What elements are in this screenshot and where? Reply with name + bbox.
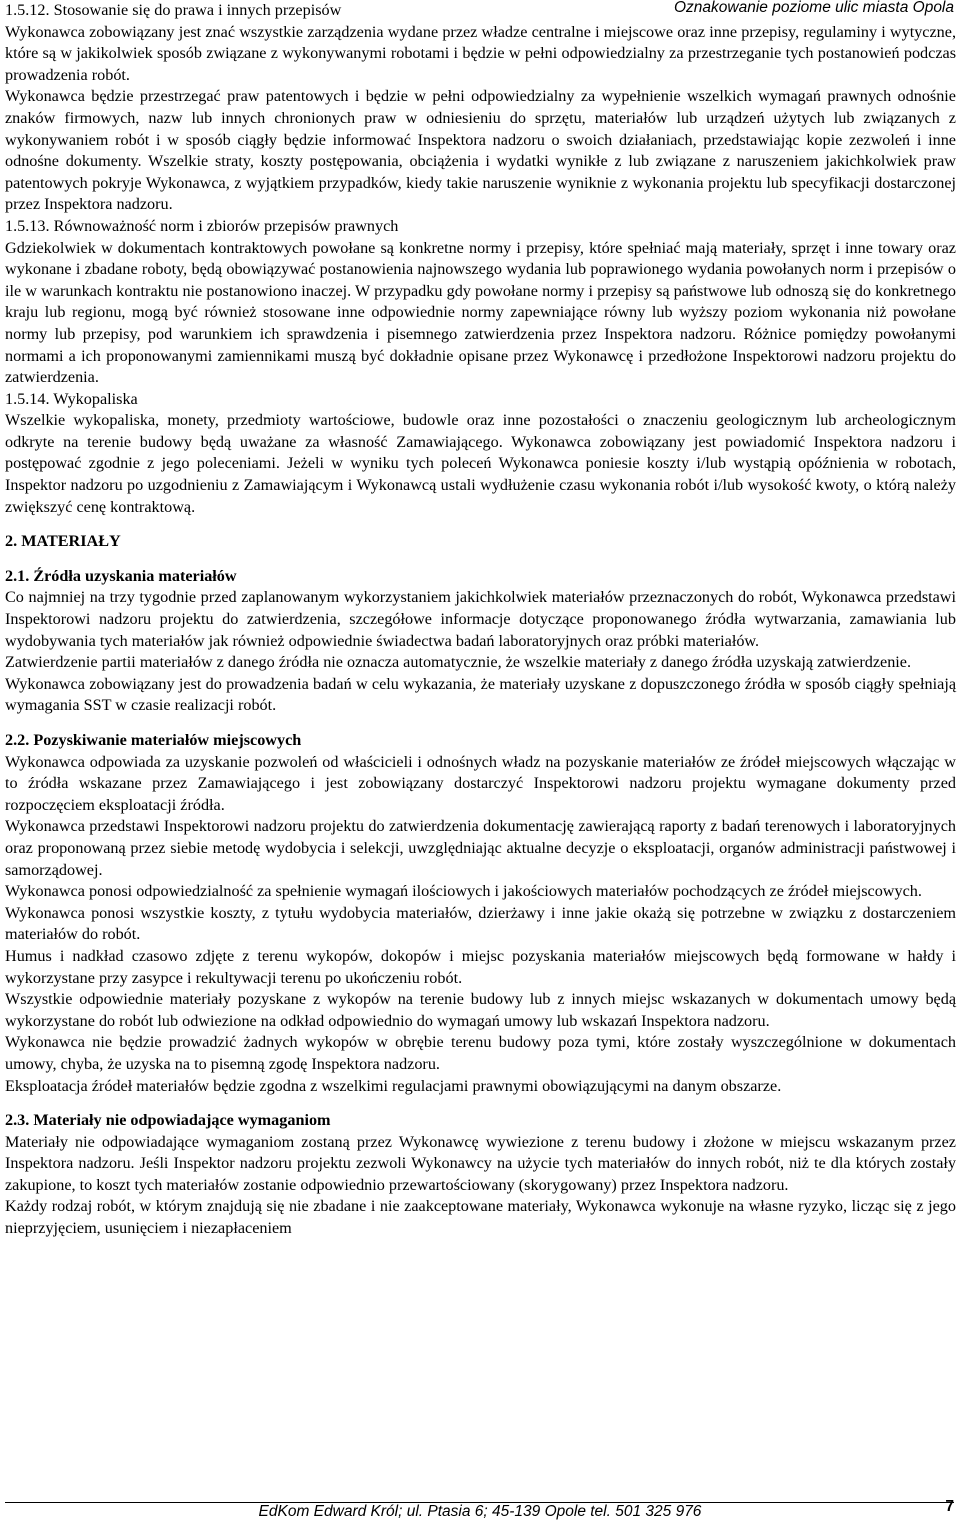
- section-number: 1.5.13.: [5, 216, 50, 235]
- section-title: Stosowanie się do prawa i innych przepisów: [53, 1, 342, 19]
- paragraph: Zatwierdzenie partii materiałów z danego źródła nie oznacza automatycznie, że wszelkie materiały z danego źródła uzyskają zatwierdzenie.: [5, 653, 912, 672]
- paragraph: Wykonawca odpowiada za uzyskanie pozwoleń od właścicieli i odnośnych władz na pozyskanie materiałów ze źródeł miejscowych włączając w to źródła wskazane przez Zamawiającego i jest zobowiązany dostarczyć Inspektorowi nadzoru projektu wymagane dokumenty przed rozpoczęciem eksploatacji źródła.: [5, 752, 956, 814]
- paragraph: Wszelkie wykopaliska, monety, przedmioty wartościowe, budowle oraz inne pozostałości o znaczeniu geologicznym lub archeologicznym odkryte na terenie budowy będą uważane za własność Zamawiającego. Wykonawca zobowiązany jest powiadomić Inspektora nadzoru i postępować zgodnie z jego poleceniami. Jeżeli w wyniku tych poleceń Wykonawca poniesie koszty i/lub wystąpią opóźnienia w robotach, Inspektor nadzoru po uzgodnieniu z Zamawiającym i Wykonawcą ustali wydłużenie czasu wykonania robót i/lub wysokość kwoty, o którą należy zwiększyć cenę kontraktową.: [5, 411, 956, 516]
- paragraph: Eksploatacja źródeł materiałów będzie zgodna z wszelkimi regulacjami prawnymi obowiązującymi na danym obszarze.: [5, 1076, 782, 1095]
- paragraph: Wykonawca nie będzie prowadzić żadnych wykopów w obrębie terenu budowy poza tymi, które zostały wyszczególnione w dokumentach umowy, chyba, że uzyska na to pisemną zgodę Inspektora nadzoru.: [5, 1033, 956, 1073]
- paragraph: Wykonawca ponosi odpowiedzialność za spełnienie wymagań ilościowych i jakościowych materiałów pochodzących ze źródeł miejscowych.: [5, 882, 922, 901]
- paragraph: Materiały nie odpowiadające wymaganiom zostaną przez Wykonawcę wywiezione z terenu budowy i złożone w miejscu wskazanym przez Inspektora nadzoru. Jeśli Inspektor nadzoru projektu zezwoli Wykonawcy na użycie tych materiałów do innych robót, niż te dla których zostały zakupione, to koszt tych materiałów zostanie odpowiednio przewartościowany (skorygowany) przez Inspektora nadzoru.: [5, 1132, 956, 1194]
- chapter-heading: 2. MATERIAŁY: [5, 532, 121, 551]
- paragraph: Co najmniej na trzy tygodnie przed zaplanowanym wykorzystaniem jakichkolwiek materiałów przeznaczonych do robót, Wykonawca przedstawi Inspektorowi nadzoru projektu do zatwierdzenia, szczegółowe informacje dotyczące proponowanego źródła wytwarzania, zamawiania lub wydobywania tych materiałów jak również odpowiednie świadectwa badań laboratoryjnych oraz próbki materiałów.: [5, 588, 956, 650]
- running-header: Oznakowanie poziome ulic miasta Opola: [674, 0, 954, 16]
- subsection-heading: 2.2. Pozyskiwanie materiałów miejscowych: [5, 731, 302, 749]
- spacer: [5, 717, 956, 730]
- paragraph: Wykonawca zobowiązany jest znać wszystkie zarządzenia wydane przez władze centralne i miejscowe oraz inne przepisy, regulaminy i wytyczne, które są w jakikolwiek sposób związane z wykonywanymi robotami i będzie w pełni odpowiedzialny za przestrzeganie tych postanowień podczas prowadzenia robót.: [5, 22, 956, 84]
- spacer: [5, 553, 956, 566]
- paragraph: Każdy rodzaj robót, w którym znajdują się nie zbadane i nie zaakceptowane materiały, Wykonawca wykonuje na własne ryzyko, licząc się z jego nieprzyjęciem, usunięciem i niezapłaceniem: [5, 1197, 956, 1238]
- paragraph: Wykonawca zobowiązany jest do prowadzenia badań w celu wykazania, że materiały uzyskane z dopuszczonego źródła w sposób ciągły spełniają wymagania SST w czasie realizacji robót.: [5, 674, 956, 715]
- paragraph: Wykonawca będzie przestrzegać praw patentowych i będzie w pełni odpowiedzialny za wypełnienie wszelkich wymagań prawnych odnośnie znaków firmowych, nazw lub innych chronionych praw w odniesieniu do sprzętu, materiałów lub urządzeń użytych lub związanych z wykonywaniem robót i w sposób ciągły będzie informować Inspektora nadzoru o swoich działaniach, przedstawiając kopie zezwoleń i inne odnośne dokumenty. Wszelkie straty, koszty postępowania, obciążenia i wydatki wynikłe z lub związane z naruszeniem jakichkolwiek praw patentowych pokryje Wykonawca, z wyjątkiem przypadków, kiedy takie naruszenie wyniknie z wykonania projektu lub specyfikacji dostarczonej przez Inspektora nadzoru.: [5, 87, 956, 214]
- section-number: 1.5.14.: [5, 389, 50, 408]
- section-number: 1.5.12.: [5, 1, 50, 19]
- section-title: Równoważność norm i zbiorów przepisów prawnych: [53, 216, 399, 235]
- paragraph: Wszystkie odpowiednie materiały pozyskane z wykopów na terenie budowy lub z innych miejsc wskazanych w dokumentach umowy będą wykorzystane do robót lub odwiezione na odkład odpowiednio do wymagań umowy lub wskazań Inspektora nadzoru.: [5, 990, 956, 1030]
- paragraph: Wykonawca ponosi wszystkie koszty, z tytułu wydobycia materiałów, dzierżawy i inne jakie okażą się potrzebne w związku z dostarczeniem materiałów do robót.: [5, 903, 956, 944]
- paragraph: Wykonawca przedstawi Inspektorowi nadzoru projektu do zatwierdzenia dokumentację zawierającą raporty z badań terenowych i laboratoryjnych oraz proponowaną przez siebie metodę wydobycia i selekcji, uwzględniając aktualne decyzje o eksploatacji, organów administracji państwowej i samorządowej.: [5, 817, 956, 879]
- section-heading-1-5-13: [5, 216, 956, 238]
- document-body: [5, 0, 956, 1240]
- footer-text: EdKom Edward Król; ul. Ptasia 6; 45-139 Opole tel. 501 325 976: [258, 1503, 702, 1520]
- section-heading-1-5-12: [5, 0, 956, 22]
- subsection-heading: 2.1. Źródła uzyskania materiałów: [5, 566, 237, 585]
- page-number: 7: [945, 1498, 954, 1515]
- spacer: [5, 518, 956, 531]
- paragraph: Humus i nadkład czasowo zdjęte z terenu wykopów, dokopów i miejsc pozyskania materiałów miejscowych będą formowane w hałdy i wykorzystane przy zasypce i rekultywacji terenu po ukończeniu robót.: [5, 946, 956, 987]
- paragraph: Gdziekolwiek w dokumentach kontraktowych powołane są konkretne normy i przepisy, które spełniać mają materiały, sprzęt i inne towary oraz wykonane i zbadane roboty, będą obowiązywać postanowienia najnowszego wydania lub poprawionego wydania powołanych norm i przepisów o ile w warunkach kontraktu nie postanowiono inaczej. W przypadku gdy powołane normy i przepisy są państwowe lub odnoszą się do konkretnego kraju lub regionu, mogą być również stosowane inne odpowiednie normy zapewniające równy lub wyższy poziom wykonania niż powołane normy lub przepisy, pod warunkiem ich sprawdzenia i pisemnego zatwierdzenia przez Inspektora nadzoru. Różnice pomiędzy powołanymi normami a ich proponowanymi zamiennikami muszą być dokładnie opisane przez Wykonawcę i przedłożone Inspektorowi nadzoru projektu do zatwierdzenia.: [5, 238, 956, 387]
- spacer: [5, 1097, 956, 1110]
- subsection-heading: 2.3. Materiały nie odpowiadające wymaganiom: [5, 1111, 331, 1130]
- section-title: Wykopaliska: [53, 389, 138, 408]
- section-heading-1-5-14: [5, 389, 956, 411]
